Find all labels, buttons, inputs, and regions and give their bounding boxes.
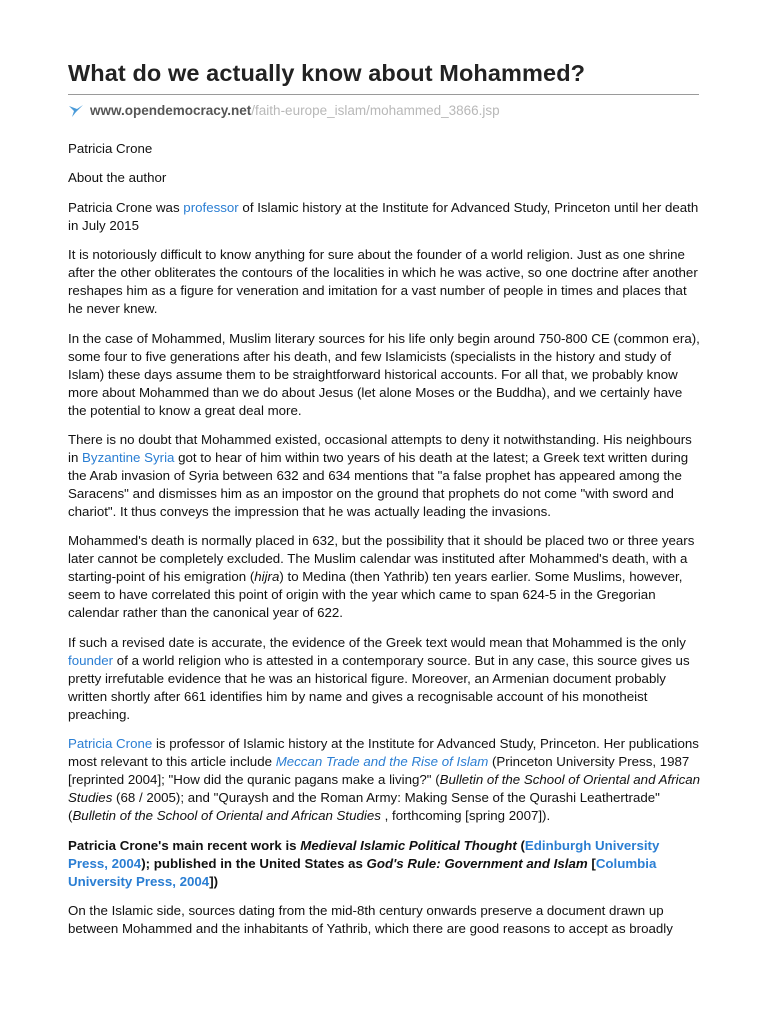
- paragraph-death-date: Mohammed's death is normally placed in 632, but the possibility that it should be placed two or three years later cannot be completely excluded. The Muslim calendar was instituted after Mohammed's death, with a starting-point of his emigration (hijra) to Medina (then Yathrib) ten years earlier. Some Muslims, however, seem to have correlated this point of origin with the year which came to span 624-5 in the Gregorian calendar rather than the canonical year of 622.: [68, 533, 695, 621]
- paragraph-recent-work: Patricia Crone's main recent work is Medieval Islamic Political Thought (Edinburgh University Press, 2004); published in the United States as God's Rule: Government and Islam [Columbia University Press, 2004]): [68, 837, 660, 889]
- author-name: Patricia Crone: [68, 141, 153, 156]
- hijra-term: hijra: [254, 569, 280, 585]
- author-bio: Patricia Crone was professor of Islamic history at the Institute for Advanced Study, Princeton until her death in July 2015: [68, 199, 699, 233]
- source-line[interactable]: [68, 102, 500, 120]
- patricia-crone-link[interactable]: Patricia Crone: [68, 736, 153, 752]
- byzantine-syria-link[interactable]: Byzantine Syria: [82, 449, 175, 465]
- bird-logo-icon: [68, 104, 84, 118]
- columbia-press-link[interactable]: Columbia University Press, 2004: [68, 855, 657, 889]
- paragraph-sources: In the case of Mohammed, Muslim literary sources for his life only begin around 750-800 CE (common era), some four to five generations after his death, and few Islamicists (specialists in the history and study of Islam) these days assume them to be straightforward historical accounts. For all that, we probably know more about Mohammed than we do about Jesus (let alone Moses or the Buddha), and we certainly have the potential to know a great deal more.: [68, 330, 700, 418]
- source-domain[interactable]: www.opendemocracy.net: [90, 103, 252, 118]
- paragraph-islamic-side: On the Islamic side, sources dating from the mid-8th century onwards preserve a document drawn up between Mohammed and the inhabitants of Yathrib, which there are good reasons to accept as broadly: [68, 902, 673, 936]
- page-title: What do we actually know about Mohammed?: [68, 60, 586, 86]
- edinburgh-press-link[interactable]: Edinburgh University Press, 2004: [68, 837, 660, 871]
- paragraph-intro: It is notoriously difficult to know anything for sure about the founder of a world religion. Just as one shrine after the other obliterates the contours of the localities in which he was active, so one doctrine after another reshapes him as a figure for veneration and imitation for a vast number of people in times and places that he never knew.: [68, 247, 698, 317]
- founder-link[interactable]: founder: [68, 652, 114, 668]
- paragraph-revised-date: If such a revised date is accurate, the evidence of the Greek text would mean that Mohammed is the only founder of a world religion who is attested in a contemporary source. But in any case, this source gives us pretty irrefutable evidence that he was an historical figure. Moreover, an Armenian document probably written shortly after 661 identifies him by name and gives a recognisable account of his monotheist preaching.: [68, 634, 690, 722]
- meccan-trade-link[interactable]: Meccan Trade and the Rise of Islam: [275, 754, 489, 770]
- paragraph-author-note: Patricia Crone is professor of Islamic history at the Institute for Advanced Study, Princeton. Her publications most relevant to this article include Meccan Trade and the Rise of Islam (Princeton University Press, 1987 [reprinted 2004]; "How did the quranic pagans make a living?" (Bulletin of the School of Oriental and African Studies (68 / 2005); and "Quraysh and the Roman Army: Making Sense of the Qurashi Leathertrade" (Bulletin of the School of Oriental and African Studies , forthcoming [spring 2007]).: [68, 736, 701, 824]
- article-body: [68, 140, 702, 949]
- paragraph-existence: There is no doubt that Mohammed existed, occasional attempts to deny it notwithstanding. His neighbours in Byzantine Syria got to hear of him within two years of his death at the latest; a Greek text written during the Arab invasion of Syria between 632 and 634 mentions that "a false prophet has appeared among the Saracens" and dismisses him as an impostor on the ground that prophets do not come "with sword and chariot". It thus conveys the impression that he was actually leading the invasions.: [68, 431, 692, 519]
- source-path[interactable]: /faith-europe_islam/mohammed_3866.jsp: [251, 103, 500, 118]
- title-divider: [68, 94, 699, 95]
- professor-link[interactable]: professor: [183, 199, 239, 215]
- about-author-heading: About the author: [68, 170, 167, 186]
